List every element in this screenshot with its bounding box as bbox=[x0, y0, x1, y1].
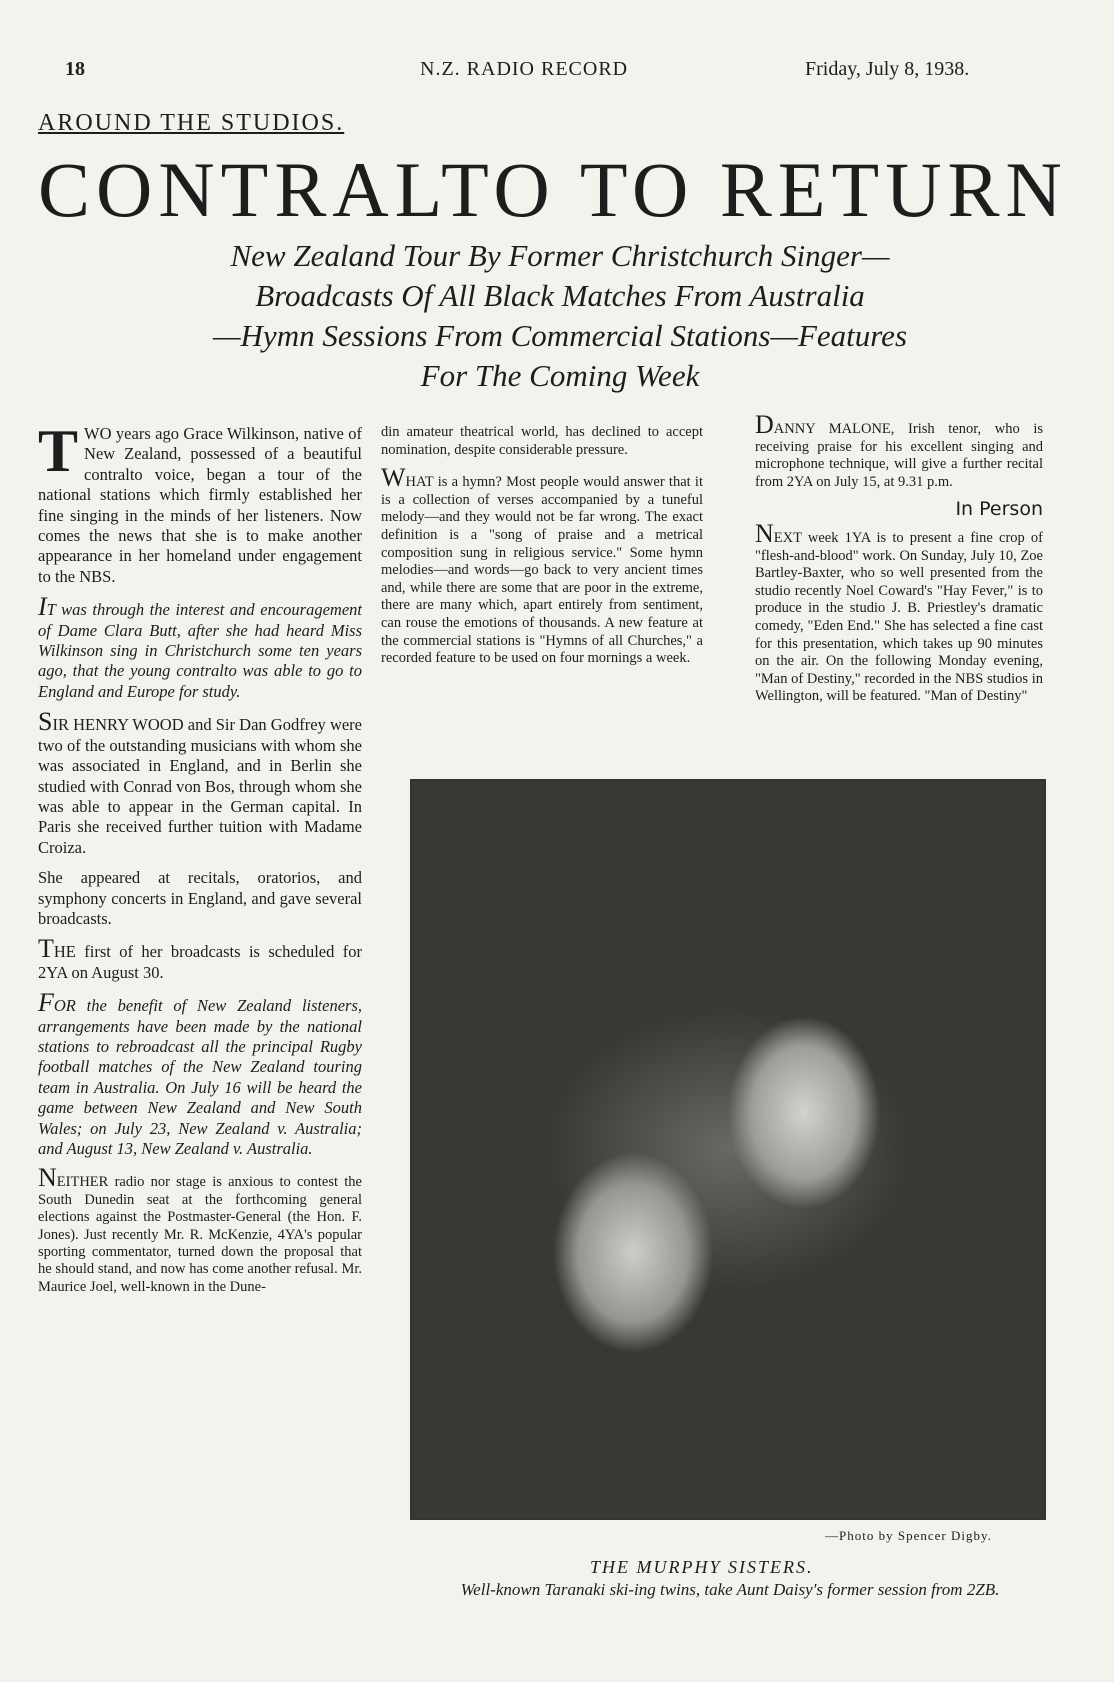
drop-cap: W bbox=[381, 463, 406, 493]
drop-cap: D bbox=[755, 410, 774, 439]
caption-title: THE MURPHY SISTERS. bbox=[590, 1557, 814, 1577]
article-paragraph: She appeared at recitals, oratorios, and symphony concerts in England, and gave several broadcasts. bbox=[38, 868, 362, 928]
article-paragraph bbox=[381, 463, 703, 668]
headline: CONTRALTO TO RETURN bbox=[38, 146, 1068, 233]
paragraph-text: ANNY MALONE, Irish tenor, who is receiving praise for his excellent singing and microphone technique, will give a further recital from 2YA on July 15, at 9.31 p.m. bbox=[755, 421, 1043, 490]
paragraph-text: HAT is a hymn? Most people would answer that it is a collection of verses accompanied by a tuneful melody—and they would not be far wrong. The exact definition is a "song of praise and a metrical composition sung in religious service." Some hymn melodies—and words—go back to very ancient times and, while there are some that are poor in the extreme, there are many which, apart entirely from sentiment, can rouse the emotions of thousands. A new feature at the commercial stations is "Hymns of all Churches," a recorded feature to be used on four mornings a week. bbox=[381, 474, 703, 667]
paragraph-text: WO years ago Grace Wilkinson, native of New Zealand, possessed of a beautiful contralto voice, began a tour of the national stations which firmly established her fine singing in the minds of her listeners. Now comes the news that she is to make another appearance in her homeland under engagement to the NBS. bbox=[38, 424, 362, 586]
article-paragraph bbox=[38, 592, 362, 702]
article-paragraph bbox=[38, 707, 362, 858]
deck-line: New Zealand Tour By Former Christchurch Singer— bbox=[230, 238, 890, 273]
drop-cap: I bbox=[38, 592, 47, 622]
paragraph-text: EXT week 1YA is to present a fine crop of "flesh-and-blood" work. On Sunday, July 10, Zoe Bartley-Baxter, who so well presented from the studio recently Noel Coward's "Hay Fever," is to produce in the studio J. B. Priestley's dramatic comedy, "Eden End." She has selected a fine cast for this presentation, which takes up 90 minutes on the air. On the following Monday evening, "Man of Destiny," recorded in the NBS studios in Wellington, will be featured. "Man of Destiny" bbox=[755, 529, 1043, 705]
article-paragraph bbox=[755, 410, 1043, 491]
paragraph-text: EITHER radio nor stage is anxious to contest the South Dunedin seat at the forthcoming general elections against the Postmaster-General (the Hon. F. Jones). Just recently Mr. R. McKenzie, 4YA's popular sporting commentator, turned down the proposal that he should stand, and now has come another refusal. Mr. Maurice Joel, well-known in the Dune- bbox=[38, 1174, 362, 1295]
article-paragraph: din amateur theatrical world, has declined to accept nomination, despite considerable pressure. bbox=[381, 424, 703, 458]
paragraph-text: IR HENRY WOOD and Sir Dan Godfrey were two of the outstanding musicians with whom she was associated in England, and in Berlin she studied with Conrad von Bos, through whom she was able to appear in the German capital. In Paris she received further tuition with Madame Croiza. bbox=[38, 715, 362, 857]
drop-cap: T bbox=[38, 418, 79, 484]
subheading: In Person bbox=[955, 498, 1043, 521]
article-paragraph bbox=[755, 518, 1043, 706]
deck-line: For The Coming Week bbox=[420, 358, 700, 393]
publication-title: N.Z. RADIO RECORD bbox=[420, 58, 629, 80]
paragraph-text: OR the benefit of New Zealand listeners, arrangements have been made by the national stations to rebroadcast all the principal Rugby football matches of the New Zealand touring team in Australia. On July 16 will be heard the game between New Zealand and New South Wales; on July 23, New Zealand v. Australia; and August 13, New Zealand v. Australia. bbox=[38, 996, 362, 1158]
article-paragraph bbox=[38, 1163, 362, 1296]
paragraph-text: HE first of her broadcasts is scheduled for 2YA on August 30. bbox=[38, 942, 362, 982]
deck bbox=[120, 236, 1000, 396]
column-2 bbox=[381, 424, 703, 678]
paragraph-text: T was through the interest and encouragement of Dame Clara Butt, after she had heard Miss Wilkinson sing in Christchurch some ten years ago, that the young contralto was able to go to England and Europe for study. bbox=[38, 600, 362, 701]
article-paragraph bbox=[38, 418, 362, 587]
column-3 bbox=[755, 410, 1043, 716]
drop-cap: F bbox=[38, 988, 54, 1018]
drop-cap: N bbox=[38, 1163, 57, 1193]
murphy-sisters-photo bbox=[410, 779, 1046, 1520]
section-label: AROUND THE STUDIOS. bbox=[38, 110, 345, 136]
caption-text: Well-known Taranaki ski-ing twins, take Aunt Daisy's former session from 2ZB. bbox=[460, 1580, 1000, 1599]
article-paragraph bbox=[38, 934, 362, 983]
issue-date: Friday, July 8, 1938. bbox=[805, 58, 970, 80]
drop-cap: T bbox=[38, 934, 54, 964]
drop-cap: N bbox=[755, 518, 774, 548]
drop-cap: S bbox=[38, 707, 53, 737]
deck-line: Broadcasts Of All Black Matches From Australia bbox=[255, 278, 865, 313]
article-paragraph bbox=[38, 988, 362, 1159]
page-number: 18 bbox=[65, 58, 85, 80]
column-1 bbox=[38, 418, 362, 1306]
photo-credit: —Photo by Spencer Digby. bbox=[825, 1528, 992, 1543]
deck-line: —Hymn Sessions From Commercial Stations—Features bbox=[212, 318, 908, 353]
